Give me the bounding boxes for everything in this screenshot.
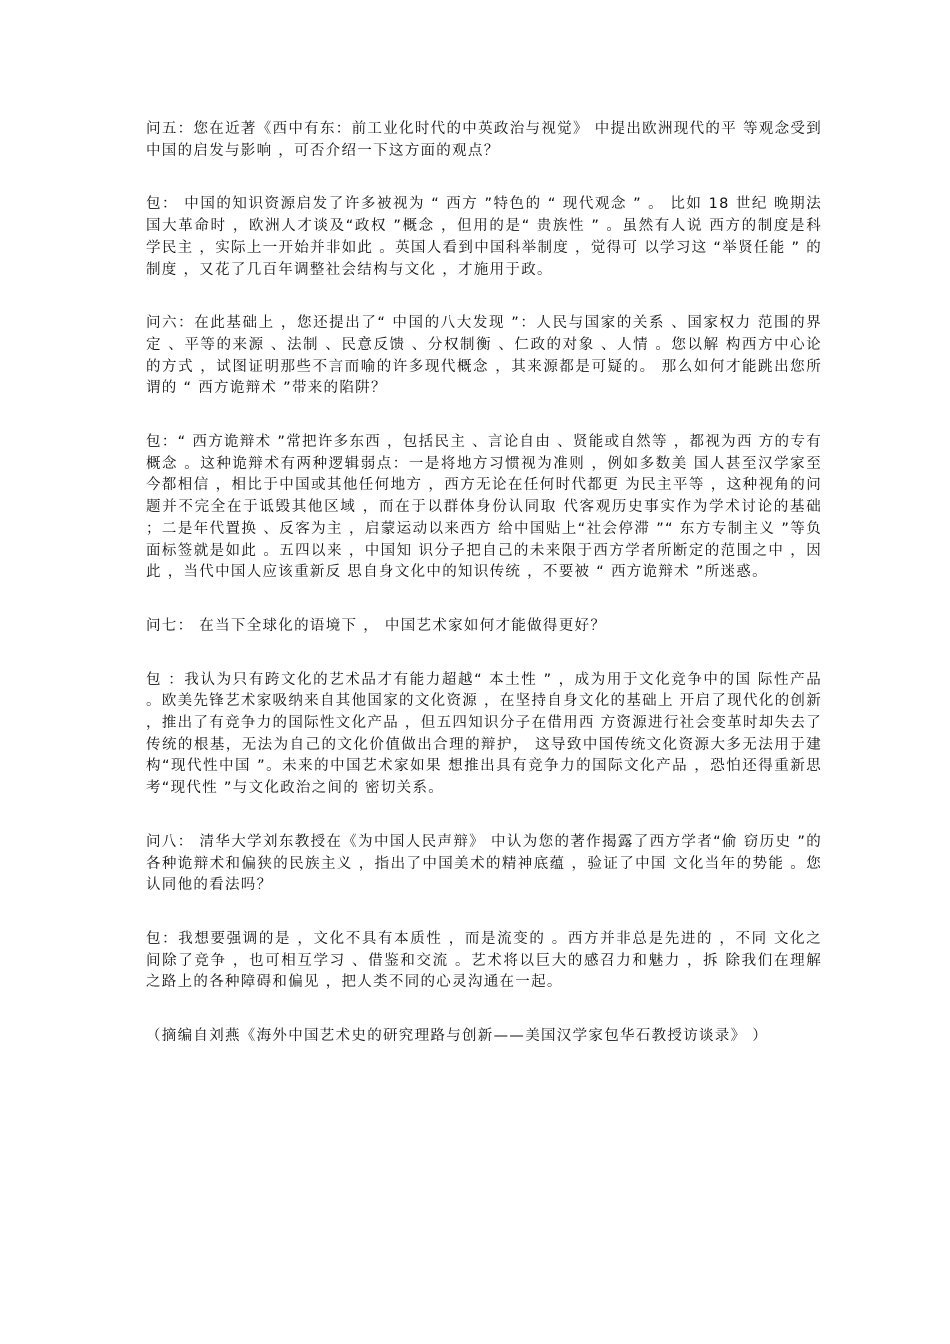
question-5-paragraph: 问五：您在近著《西中有东：前工业化时代的中英政治与视觉》 中提出欧洲现代的平 等观念受到中国的启发与影响 ，可否介绍一下这方面的观点？ [146,121,822,159]
answer-7-paragraph: 包 ：我认为只有跨文化的艺术品才有能力超越“ 本土性 ” ，成为用于文化竞争中的国 际性产品 。欧美先锋艺术家吸纳来自其他国家的文化资源 ，在坚持自身文化的基础上 开启了现代化的创新 ，推出了有竞争力的国际性文化产品 ，但五四知识分子在借用西 方资源进行社会变革时却失去了传统的根基，无法为自己的文化价值做出合理的辩护， 这导致中国传统文化资源大多无法用于建构“现代性中国 ”。未来的中国艺术家如果 想推出具有竞争力的国际文化产品 ，恐怕还得重新思考“现代性 ”与文化政治之间的 密切关系。 [146,671,822,797]
question-6-paragraph: 问六：在此基础上 ，您还提出了“ 中国的八大发现 ”：人民与国家的关系 、国家权力 范围的界定 、平等的来源 、法制 、民意反馈 、分权制衡 、仁政的对象 、人情 。您以解 构西方中心论的方式 ，试图证明那些不言而喻的许多现代概念 ，其来源都是可疑的。 那么如何才能跳出您所谓的 “ 西方诡辩术 ”带来的陷阱？ [146,315,822,397]
answer-6-paragraph: 包：“ 西方诡辩术 ”常把许多东西 ，包括民主 、言论自由 、贤能或自然等 ，都视为西 方的专有概念 。这种诡辩术有两种逻辑弱点：一是将地方习惯视为准则 ，例如多数美 国人甚至汉学家至今都相信 ，相比于中国或其他任何地方 ，西方无论在任何时代都更 为民主平等 ，这种视角的问题并不完全在于诋毁其他区域 ，而在于以群体身份认同取 代客观历史事实作为学术讨论的基础 ；二是年代置换 、反客为主 ，启蒙运动以来西方 给中国贴上“社会停滞 ”“ 东方专制主义 ”等负面标签就是如此 。五四以来 ，中国知 识分子把自己的未来限于西方学者所断定的范围之中 ，因此 ，当代中国人应该重新反 思自身文化中的知识传统 ，不要被 “ 西方诡辩术 ”所迷惑。 [146,434,822,581]
document-body [146,119,822,1080]
source-citation: （摘编自刘燕《海外中国艺术史的研究理路与创新——美国汉学家包华石教授访谈录》 ） [146,1028,769,1045]
answer-8-paragraph: 包：我想要强调的是 ，文化不具有本质性 ，而是流变的 。西方并非总是先进的 ，不同 文化之间除了竞争 ，也可相互学习 、借鉴和交流 。艺术将以巨大的感召力和魅力 ，拆 除我们在理解之路上的各种障碍和偏见 ，把人类不同的心灵沟通在一起。 [146,930,822,991]
answer-5-paragraph: 包： 中国的知识资源启发了许多被视为 “ 西方 ”特色的 “ 现代观念 ” 。 比如 18 世纪 晚期法国大革命时 ，欧洲人才谈及“政权 ”概念 ，但用的是“ 贵族性 ” 。虽然有人说 西方的制度是科学民主 ，实际上一开始并非如此 。英国人看到中国科举制度 ，觉得可 以学习这 “举贤任能 ” 的制度 ，又花了几百年调整社会结构与文化 ，才施用于政。 [146,196,822,278]
question-8-paragraph: 问八： 清华大学刘东教授在《为中国人民声辩》 中认为您的著作揭露了西方学者“偷 窃历史 ”的各种诡辩术和偏狭的民族主义 ，指出了中国美术的精神底蕴 ，验证了中国 文化当年的势能 。您认同他的看法吗？ [146,833,822,894]
question-7-paragraph: 问七： 在当下全球化的语境下 ， 中国艺术家如何才能做得更好？ [146,617,607,634]
